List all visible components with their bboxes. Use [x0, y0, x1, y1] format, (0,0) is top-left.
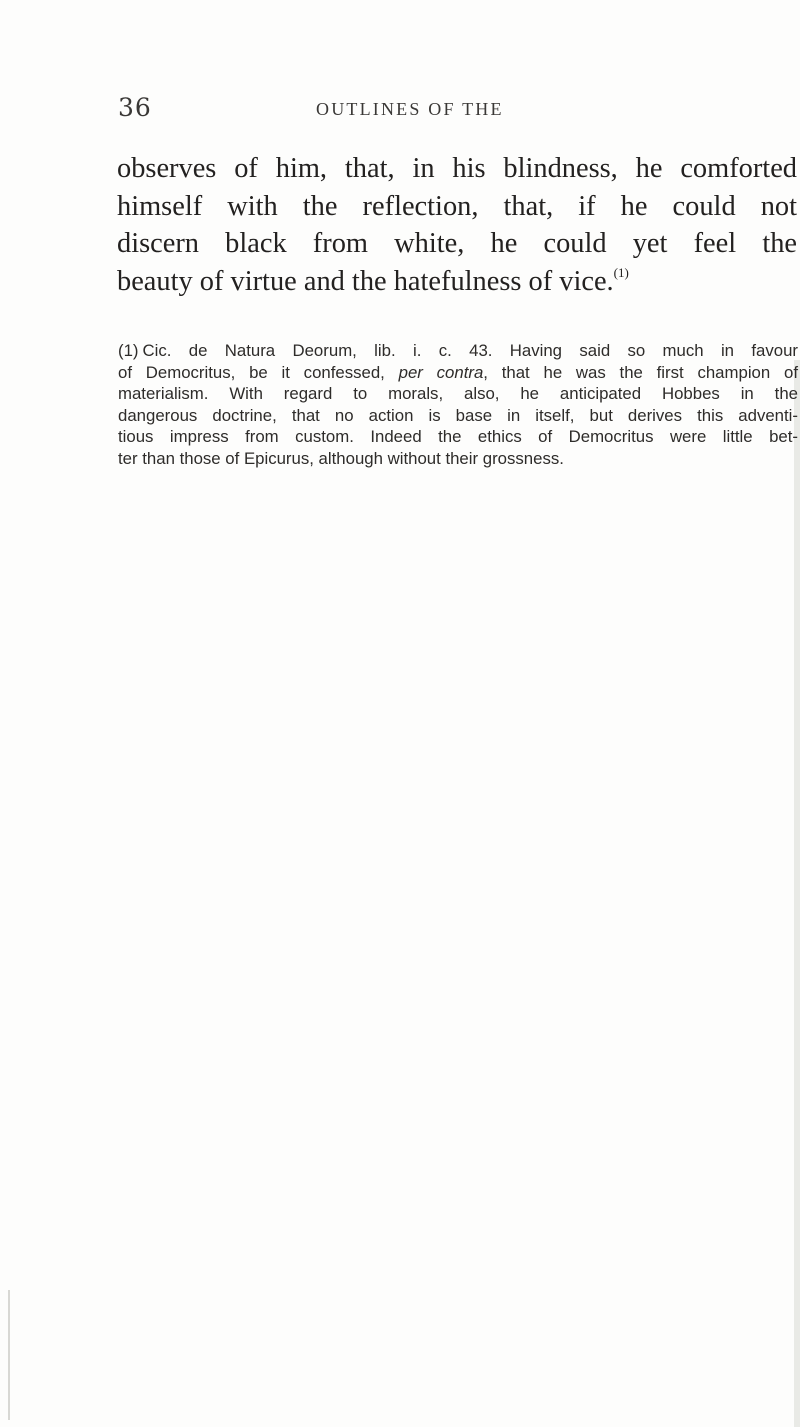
scan-edge-left [8, 1290, 10, 1420]
footnote-line [118, 362, 798, 384]
footnote-italic-text: per contra [398, 362, 484, 382]
body-paragraph [117, 150, 797, 300]
footnote-line [118, 340, 798, 362]
footnote [118, 340, 798, 469]
footnote-line: tious impress from custom. Indeed the ethics of Democritus were little bet- [118, 427, 798, 446]
footnote-line: ter than those of Epicurus, although without their grossness. [118, 448, 564, 468]
footnote-text: , that he was the first champion of [483, 362, 798, 382]
footnote-text: of Democritus, be it confessed, [118, 362, 399, 382]
footnote-line: materialism. With regard to morals, also, he anticipated Hobbes in the [118, 384, 798, 403]
page-number: 36 [118, 93, 152, 122]
body-line-last [117, 263, 797, 301]
body-line: himself with the reflection, that, if he could not [117, 190, 797, 222]
body-line-text: beauty of virtue and the hatefulness of vice. [117, 265, 614, 297]
page-header [118, 93, 800, 133]
scan-edge-right [794, 360, 800, 1427]
footnote-marker: (1) [118, 341, 139, 360]
running-head: OUTLINES OF THE [316, 99, 504, 119]
footnote-reference: (1) [613, 264, 629, 280]
body-line: discern black from white, he could yet feel the [117, 228, 797, 259]
body-line: observes of him, that, in his blindness, he comforted [117, 153, 797, 184]
footnote-line: dangerous doctrine, that no action is base in itself, but derives this adventi- [118, 405, 798, 425]
footnote-text: Cic. de Natura Deorum, lib. i. c. 43. Having said so much in favour [142, 341, 798, 360]
